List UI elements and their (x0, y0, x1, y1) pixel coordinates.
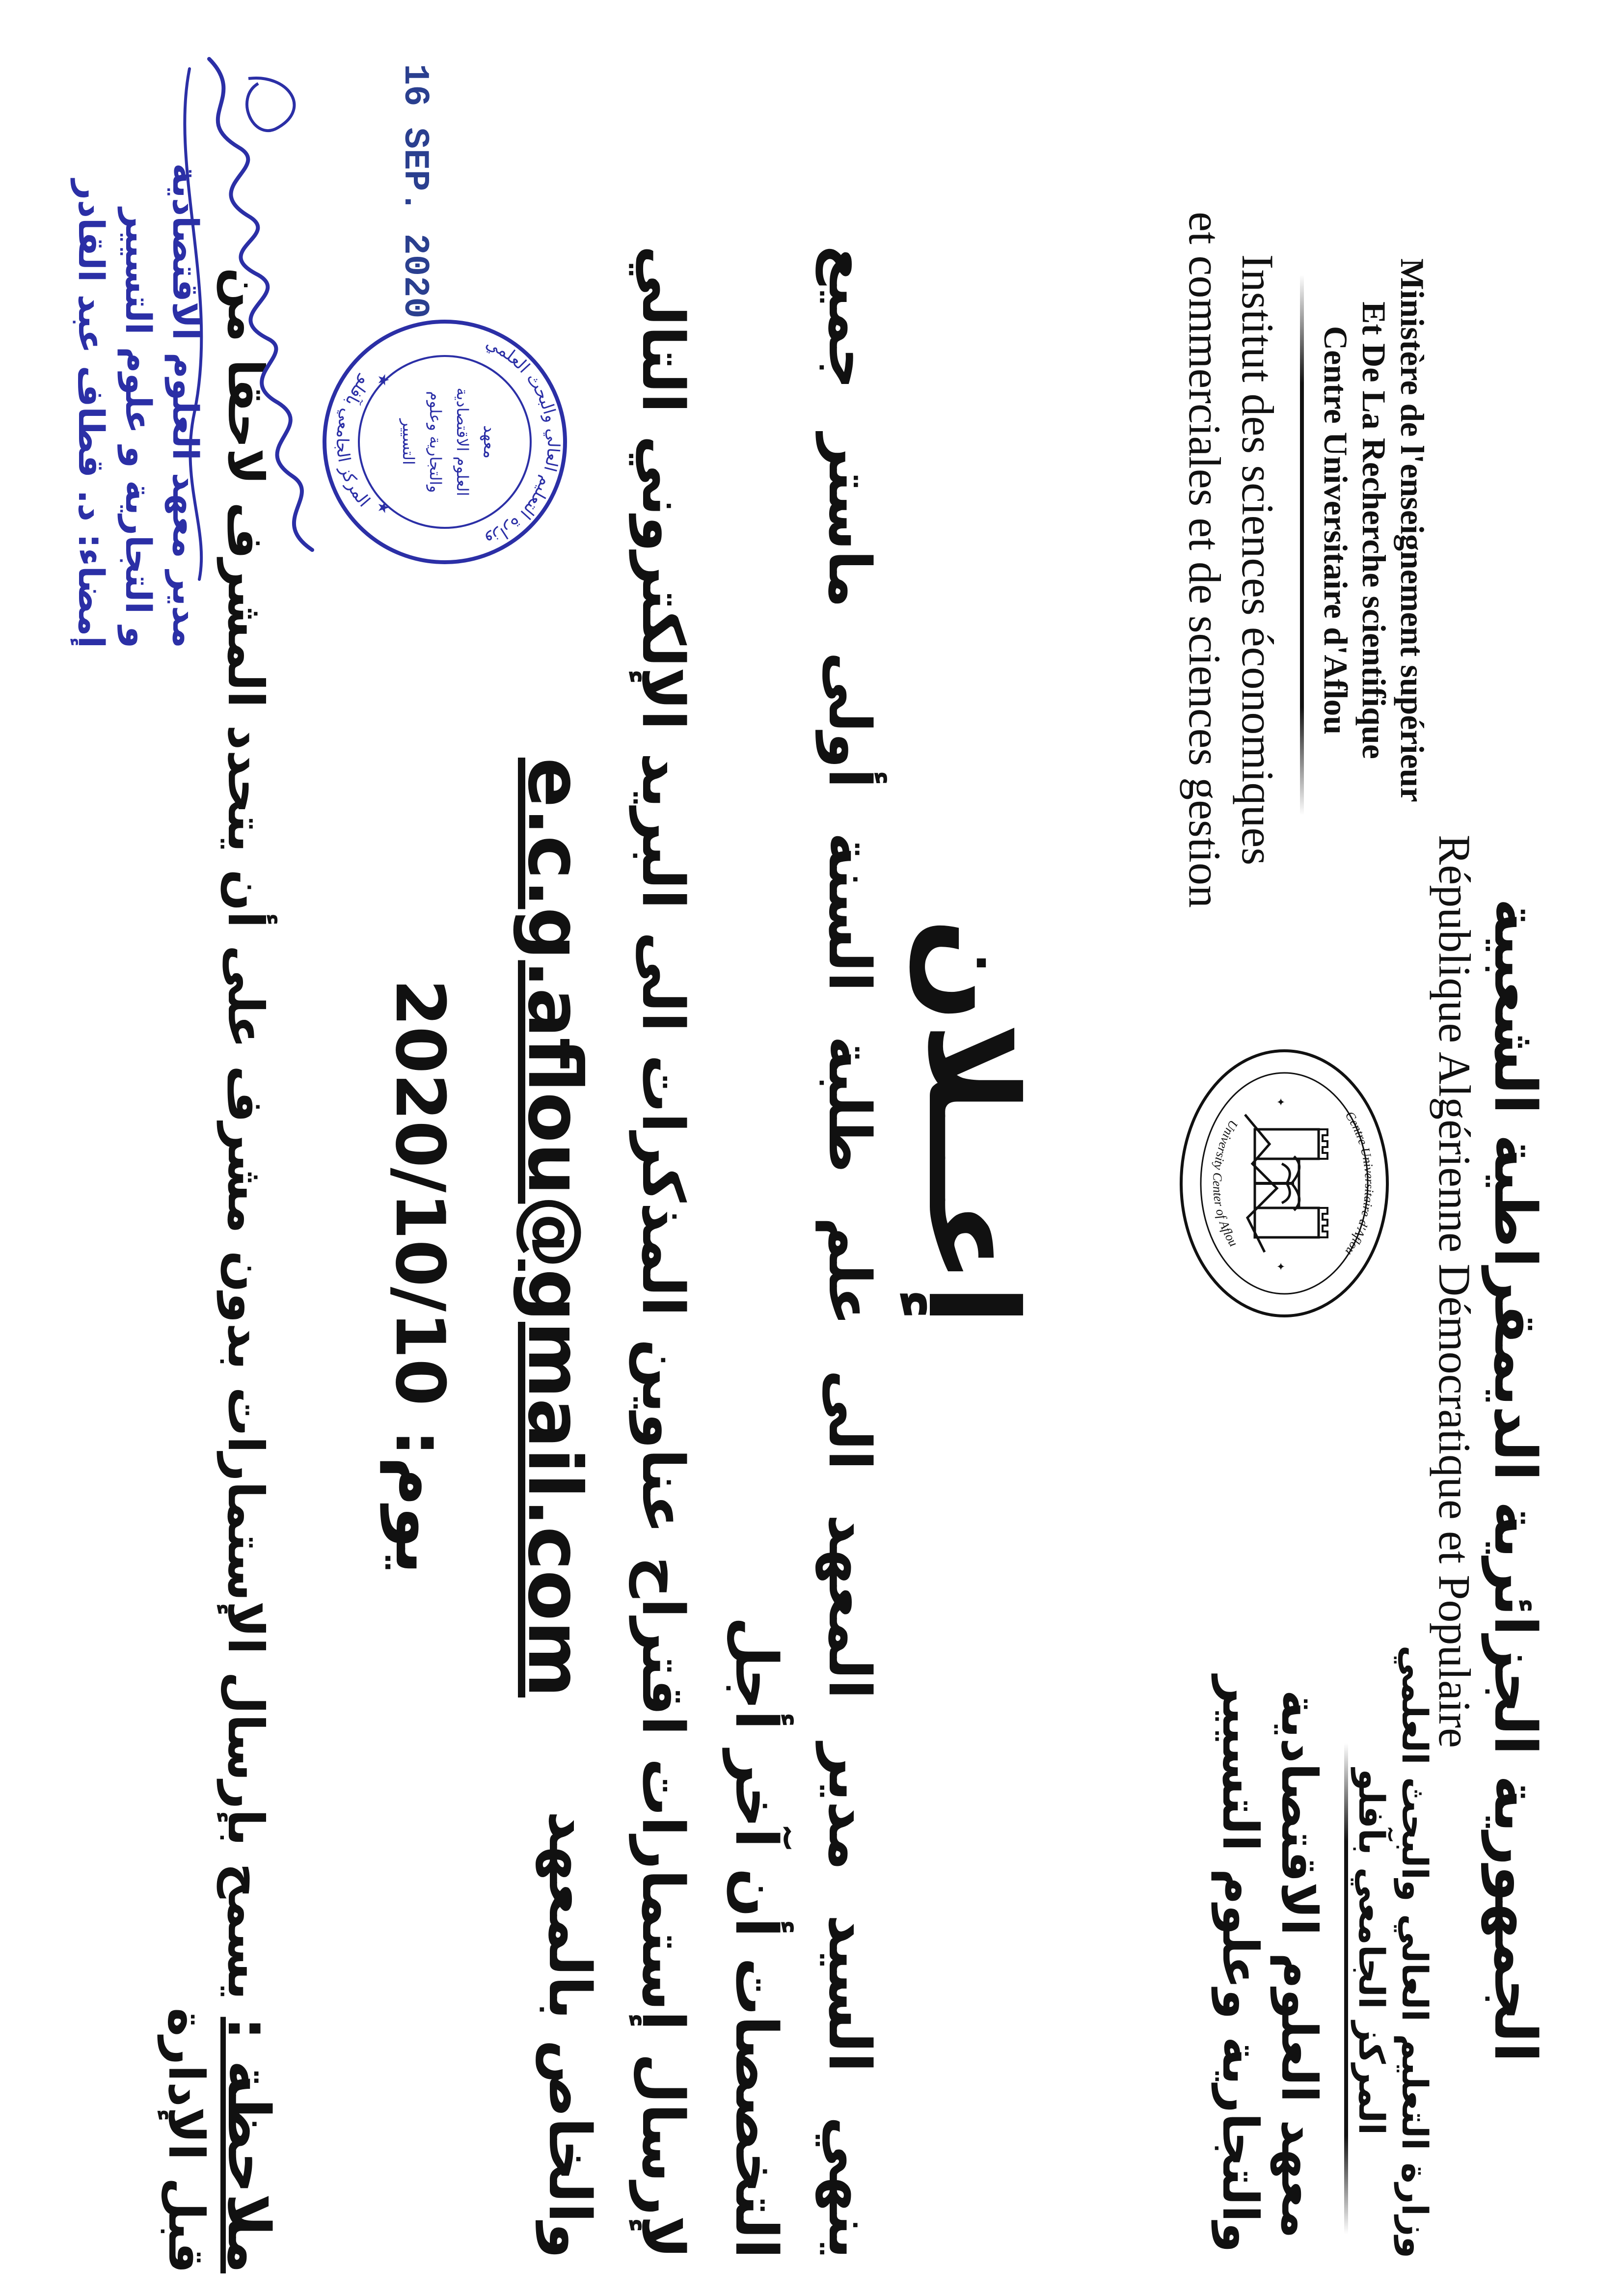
logo-text-bottom: University Center of Aflou (1210, 1118, 1241, 1249)
ministry-french-line1: Ministère de l'enseignement supérieur (1394, 258, 1431, 802)
ministry-arabic-line2: المركز الجامعي بآفلو (1351, 1768, 1392, 2135)
university-logo (1176, 1046, 1392, 1321)
note-text: يسمح بإرسال الإستمارات بدون مشرف على أن يتحدد المشرف لاحقا من قبل الإدارة (158, 267, 274, 2273)
director-line3: إمضاء: د. قطاف عبد القادر (71, 179, 112, 648)
french-divider (1300, 275, 1304, 815)
stamp-inner-line1: معهد (480, 425, 499, 459)
institute-email: e.c.g.aflou@gmail.com (512, 757, 597, 1698)
deadline-date: يوم: 2020/10/10 (380, 979, 460, 1574)
stamp-star-icon: ★ (375, 373, 392, 386)
ministry-french-line2: Et De La Recherche scientifique (1355, 301, 1393, 759)
note-label: ملاحظة : (215, 2017, 283, 2273)
announcement-body-line2: لإرسال إستمارات اقتراح عناوين المذكرات الى البريد الإلكتروني التالي والخاص بالمعهد (536, 246, 697, 2259)
institute-arabic-line2: والتجارية وعلوم التسيير (1212, 1675, 1269, 2253)
institute-arabic (1211, 1645, 1328, 2283)
stamp-ring-text: وزارة التعليم العالي والبحث العلمي (483, 333, 564, 551)
director-line1: مدير معهد العلوم الاقتصادية (165, 163, 206, 648)
svg-text:✦: ✦ (1274, 1262, 1286, 1271)
logo-text-top: Centre Universitaire d'Aflou (1342, 1109, 1377, 1258)
announcement-body-line1: ينهي السيد مدير المعهد الى علم طلبة السنة أولى ماستر جميع التخصصات أن آخر أجل (723, 246, 884, 2259)
stamp-inner-line4: التسيير (399, 419, 418, 465)
announcement-title: إعــلان (901, 918, 1044, 1326)
ministry-french-line3: Centre Universitaire d'Aflou (1317, 326, 1354, 735)
director-block (68, 59, 209, 648)
received-date-stamp: 16 SEP. 2020 (395, 64, 435, 319)
stamp-inner-line3: والتجارية وعلوم (426, 391, 445, 493)
institute-arabic-line1: معهد العلوم الاقتصادية (1271, 1690, 1328, 2239)
republic-title-arabic: الجمهورية الجزائرية الديمقراطية الشعبية (1482, 898, 1549, 2062)
ministry-arabic-line1: وزارة التعليم العالي والبحث العلمي (1394, 1645, 1435, 2259)
svg-text:✦: ✦ (1274, 1097, 1286, 1107)
arabic-divider (1344, 1743, 1348, 2234)
institute-french-line1: Institut des sciences économiques (1233, 254, 1283, 866)
institute-french (1178, 167, 1284, 953)
stamp-inner-line2: العلوم الاقتصادية (453, 387, 472, 496)
director-line2: و التجارية و علوم التسيير (118, 208, 159, 648)
ministry-arabic (1350, 1645, 1436, 2259)
institute-french-line2: et commerciales et de sciences gestion (1180, 212, 1230, 908)
stamp-bottom-text: المركز الجامعي بآفلو (332, 373, 374, 511)
republic-title-french: République Algérienne Démocratique et Populaire (1430, 835, 1480, 1748)
stamp-star-icon: ★ (375, 501, 392, 514)
ministry-french (1317, 162, 1432, 899)
